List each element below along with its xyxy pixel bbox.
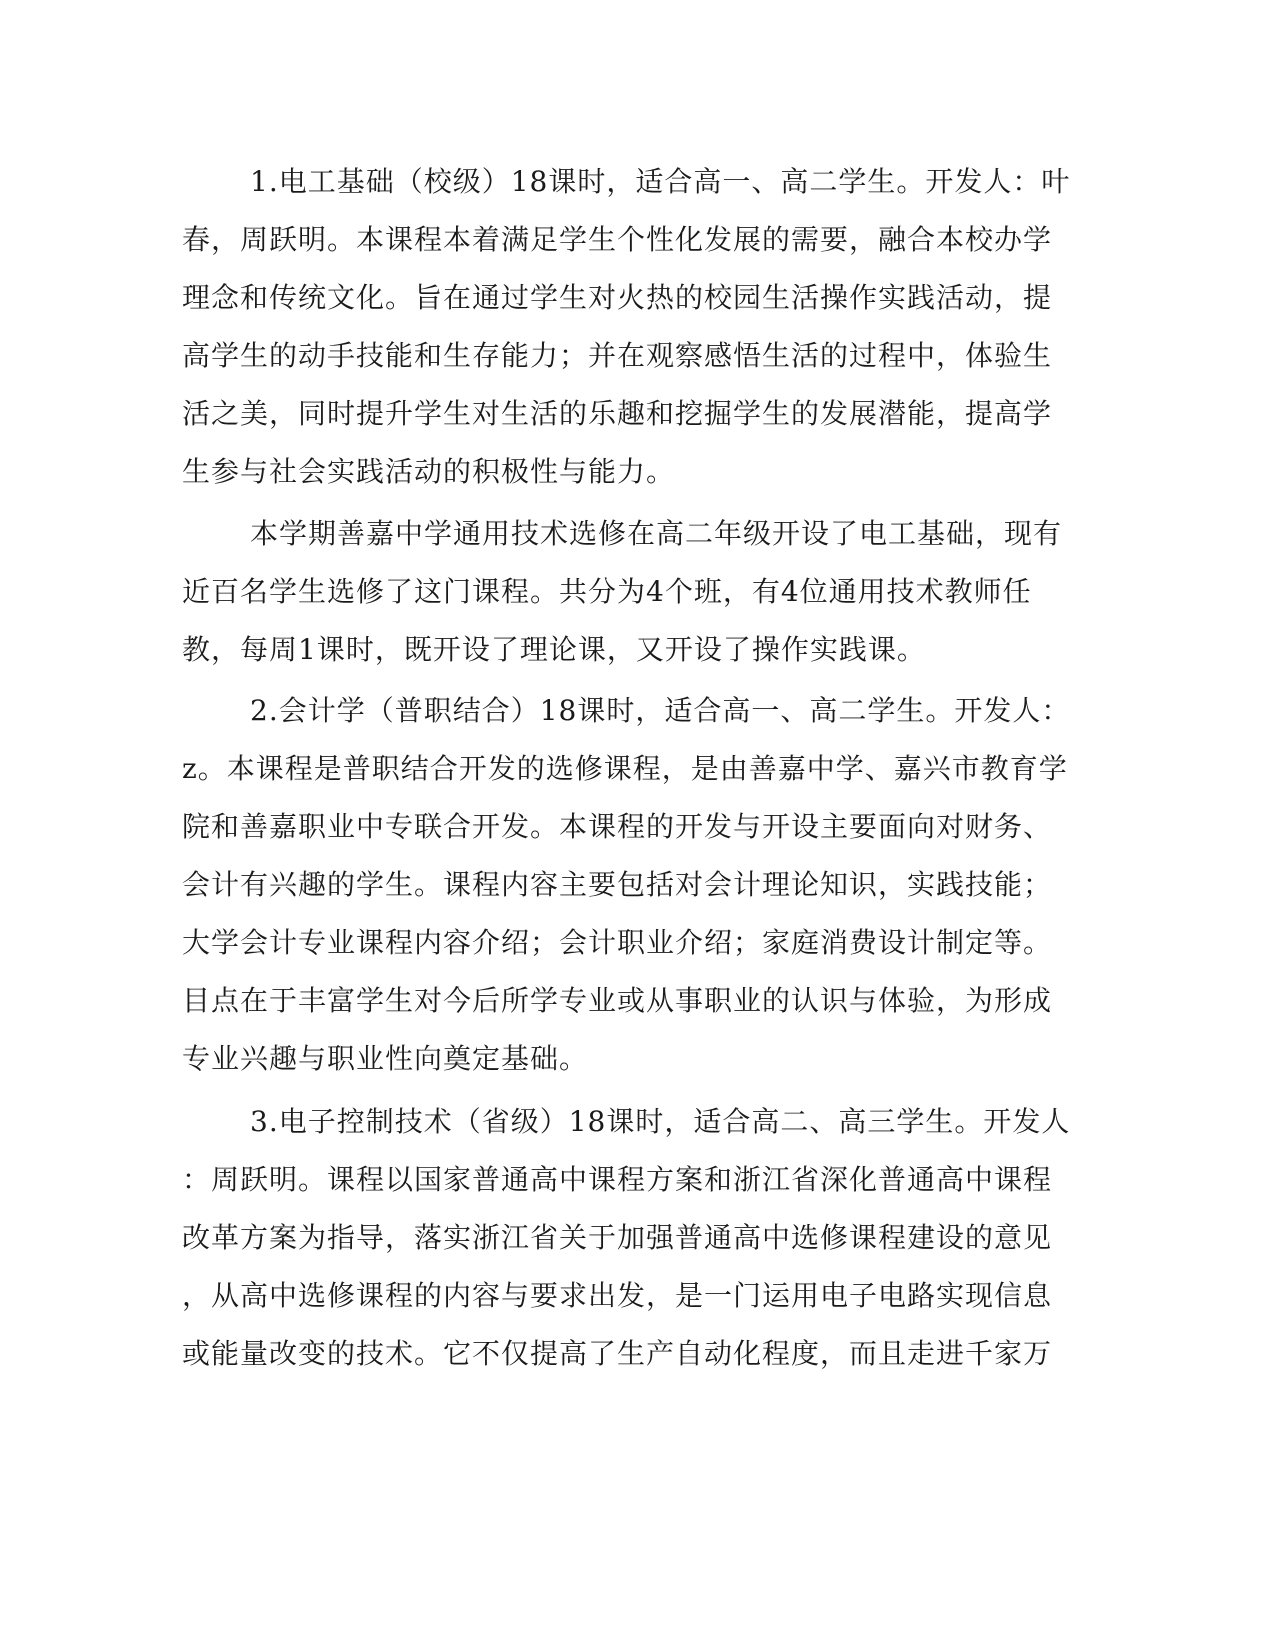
paragraph-2-line-1: 本学期善嘉中学通用技术选修在高二年级开设了电工基础，现有: [250, 517, 1063, 550]
paragraph-4-line-4: ，从高中选修课程的内容与要求出发，是一门运用电子电路实现信息: [182, 1279, 1053, 1312]
paragraph-3-line-4: 会计有兴趣的学生。课程内容主要包括对会计理论知识，实践技能；: [182, 868, 1053, 901]
paragraph-1-line-6: 生参与社会实践活动的积极性与能力。: [182, 455, 676, 488]
paragraph-4-line-5: 或能量改变的技术。它不仅提高了生产自动化程度，而且走进千家万: [182, 1337, 1053, 1370]
paragraph-3-line-2: z。本课程是普职结合开发的选修课程，是由善嘉中学、嘉兴市教育学: [182, 752, 1068, 785]
paragraph-1-line-5: 活之美，同时提升学生对生活的乐趣和挖掘学生的发展潜能，提高学: [182, 397, 1053, 430]
paragraph-1-line-3: 理念和传统文化。旨在通过学生对火热的校园生活操作实践活动，提: [182, 281, 1053, 314]
paragraph-3-line-7: 专业兴趣与职业性向奠定基础。: [182, 1042, 589, 1075]
paragraph-3-line-1: 2.会计学（普职结合）18课时，适合高一、高二学生。开发人：: [250, 694, 1071, 727]
paragraph-4-line-1: 3.电子控制技术（省级）18课时，适合高二、高三学生。开发人: [250, 1105, 1071, 1138]
paragraph-1-line-4: 高学生的动手技能和生存能力；并在观察感悟生活的过程中，体验生: [182, 339, 1053, 372]
paragraph-4-line-3: 改革方案为指导，落实浙江省关于加强普通高中选修课程建设的意见: [182, 1221, 1053, 1254]
paragraph-1-line-2: 春，周跃明。本课程本着满足学生个性化发展的需要，融合本校办学: [182, 223, 1053, 256]
paragraph-3-line-6: 目点在于丰富学生对今后所学专业或从事职业的认识与体验，为形成: [182, 984, 1053, 1017]
paragraph-2-line-3: 教，每周1课时，既开设了理论课，又开设了操作实践课。: [182, 633, 926, 666]
paragraph-3-line-3: 院和善嘉职业中专联合开发。本课程的开发与开设主要面向对财务、: [182, 810, 1053, 843]
paragraph-3-line-5: 大学会计专业课程内容介绍；会计职业介绍；家庭消费设计制定等。: [182, 926, 1053, 959]
paragraph-1-line-1: 1.电工基础（校级）18课时，适合高一、高二学生。开发人：叶: [250, 165, 1071, 198]
paragraph-2-line-2: 近百名学生选修了这门课程。共分为4个班，有4位通用技术教师任: [182, 575, 1032, 608]
paragraph-4-line-2: ：周跃明。课程以国家普通高中课程方案和浙江省深化普通高中课程: [182, 1163, 1053, 1196]
